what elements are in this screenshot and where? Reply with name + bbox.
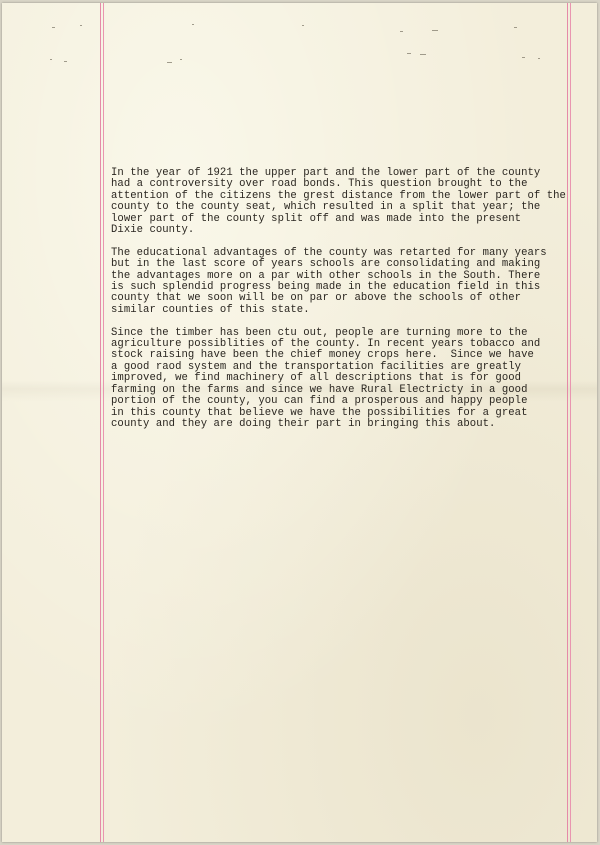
text-line: portion of the county, you can find a prosperous and happy people: [111, 395, 528, 408]
text-line: lower part of the county split off and was made into the present: [111, 212, 522, 225]
text-line: improved, we find machinery of all descriptions that is for good: [111, 372, 522, 385]
text-line: Since the timber has been ctu out, people are turning more to the: [111, 326, 528, 339]
left-margin-rule-inner: [103, 3, 104, 842]
text-line: in this county that believe we have the possibilities for a great: [111, 406, 528, 419]
typewritten-page: [2, 3, 597, 842]
text-line: is such splendid progress being made in the education field in this: [111, 281, 541, 294]
text-line: county and they are doing their part in bringing this about.: [111, 417, 496, 430]
text-line: stock raising have been the chief money crops here. Since we have: [111, 349, 534, 362]
text-line: attention of the citizens the grest distance from the lower part of the: [111, 189, 566, 202]
text-line: the advantages more on a par with other schools in the South. There: [111, 269, 541, 282]
left-margin-rule: [100, 3, 101, 842]
text-line: farming on the farms and since we have Rural Electricty in a good: [111, 383, 528, 396]
text-line: a good raod system and the transportation facilities are greatly: [111, 360, 522, 373]
paper-specks: [2, 3, 597, 83]
text-line: agriculture possiblities of the county. In recent years tobacco and: [111, 338, 541, 351]
text-line: Dixie county.: [111, 224, 195, 237]
text-line: county to the county seat, which resulted in a split that year; the: [111, 201, 541, 214]
text-line: had a controversity over road bonds. This question brought to the: [111, 178, 528, 191]
paragraph-education: [111, 248, 596, 316]
paragraph-road-bonds: [111, 168, 596, 236]
paragraph-agriculture: [111, 328, 596, 431]
text-line: similar counties of this state.: [111, 303, 310, 316]
typed-text-body: [111, 168, 596, 442]
text-line: The educational advantages of the county was retarted for many years: [111, 246, 547, 259]
text-line: but in the last score of years schools are consolidating and making: [111, 258, 541, 271]
text-line: In the year of 1921 the upper part and the lower part of the county: [111, 167, 541, 179]
text-line: county that we soon will be on par or above the schools of other: [111, 292, 522, 305]
